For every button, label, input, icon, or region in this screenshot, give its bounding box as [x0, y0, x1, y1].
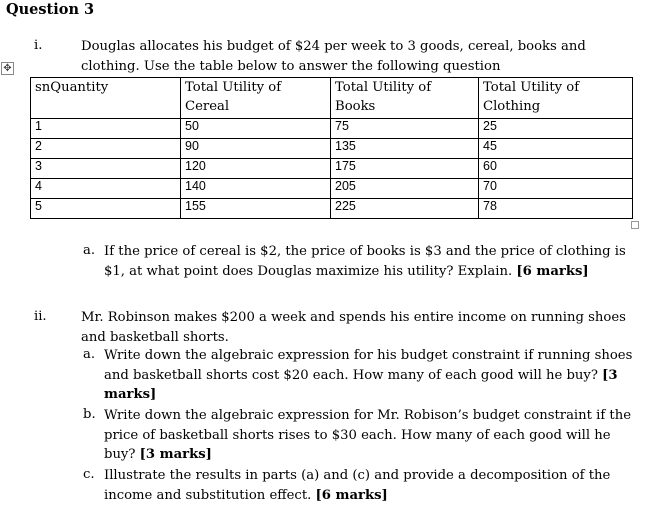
- part-ii-text: Mr. Robinson makes $200 a week and spends his entire income on running shoes and basketball shorts.: [81, 310, 626, 345]
- table-cell: 2: [31, 139, 181, 159]
- part-ii-c-question: [104, 466, 640, 505]
- table-cell: 135: [331, 139, 479, 159]
- part-ii-b-letter: b.: [83, 407, 96, 422]
- table-row: [31, 159, 633, 179]
- table-cell: 3: [31, 159, 181, 179]
- part-ii-c-text: Illustrate the results in parts (a) and (c) and provide a decomposition of the income and substitution effect.: [104, 468, 611, 503]
- part-ii-numeral: ii.: [34, 309, 47, 324]
- table-cell: 25: [479, 119, 633, 139]
- part-ii-b-text: Write down the algebraic expression for Mr. Robison’s budget constraint if the price of basketball shorts rises to $30 each. How many of each good will he buy?: [104, 408, 632, 462]
- table-cell: 155: [181, 199, 331, 219]
- table-row: [31, 179, 633, 199]
- part-ii-a-letter: a.: [83, 347, 96, 362]
- table-cell: 5: [31, 199, 181, 219]
- table-cell: 120: [181, 159, 331, 179]
- part-i-a-letter: a.: [83, 243, 96, 258]
- part-ii-b-marks: [3 marks]: [139, 447, 212, 462]
- part-ii-a-marks: [3 marks]: [104, 367, 618, 402]
- part-i-text: Douglas allocates his budget of $24 per week to 3 goods, cereal, books and clothing. Use the table below to answer the following question: [81, 39, 586, 74]
- part-ii-a-text: Write down the algebraic expression for his budget constraint if running shoes and basketball shorts cost $20 each. How many of each good will he buy?: [104, 348, 633, 383]
- table-cell: 4: [31, 179, 181, 199]
- table-header-cell: Total Utility of Clothing: [479, 78, 633, 119]
- table-row: [31, 119, 633, 139]
- table-row: [31, 199, 633, 219]
- part-ii-c-letter: c.: [83, 467, 95, 482]
- part-ii-c-marks: [6 marks]: [315, 487, 388, 503]
- part-i-numeral: i.: [34, 38, 43, 53]
- table-header-cell: Total Utility of Books: [331, 78, 479, 119]
- move-icon[interactable]: ✥: [1, 62, 14, 75]
- table-header-row: [31, 78, 633, 119]
- table-resize-handle[interactable]: [631, 221, 639, 229]
- table-cell: 90: [181, 139, 331, 159]
- table-cell: 1: [31, 119, 181, 139]
- part-i-a-marks: [6 marks]: [516, 263, 589, 279]
- table-cell: 60: [479, 159, 633, 179]
- table-cell: 50: [181, 119, 331, 139]
- table-header-cell: snQuantity: [31, 78, 181, 119]
- table-header-cell: Total Utility of Cereal: [181, 78, 331, 119]
- part-i-a-question: [104, 242, 638, 281]
- table-cell: 205: [331, 179, 479, 199]
- table-cell: 225: [331, 199, 479, 219]
- part-ii-a-question: [104, 346, 640, 405]
- part-ii-b-question: [104, 406, 640, 465]
- part-i-a-text: If the price of cereal is $2, the price of books is $3 and the price of clothing is $1, at what point does Douglas maximize his utility? Explain.: [104, 244, 626, 279]
- table-cell: 78: [479, 199, 633, 219]
- table-cell: 70: [479, 179, 633, 199]
- question-title: Question 3: [6, 1, 95, 18]
- utility-table: [30, 77, 633, 219]
- table-row: [31, 139, 633, 159]
- table-cell: 175: [331, 159, 479, 179]
- table-cell: 140: [181, 179, 331, 199]
- table-cell: 45: [479, 139, 633, 159]
- table-cell: 75: [331, 119, 479, 139]
